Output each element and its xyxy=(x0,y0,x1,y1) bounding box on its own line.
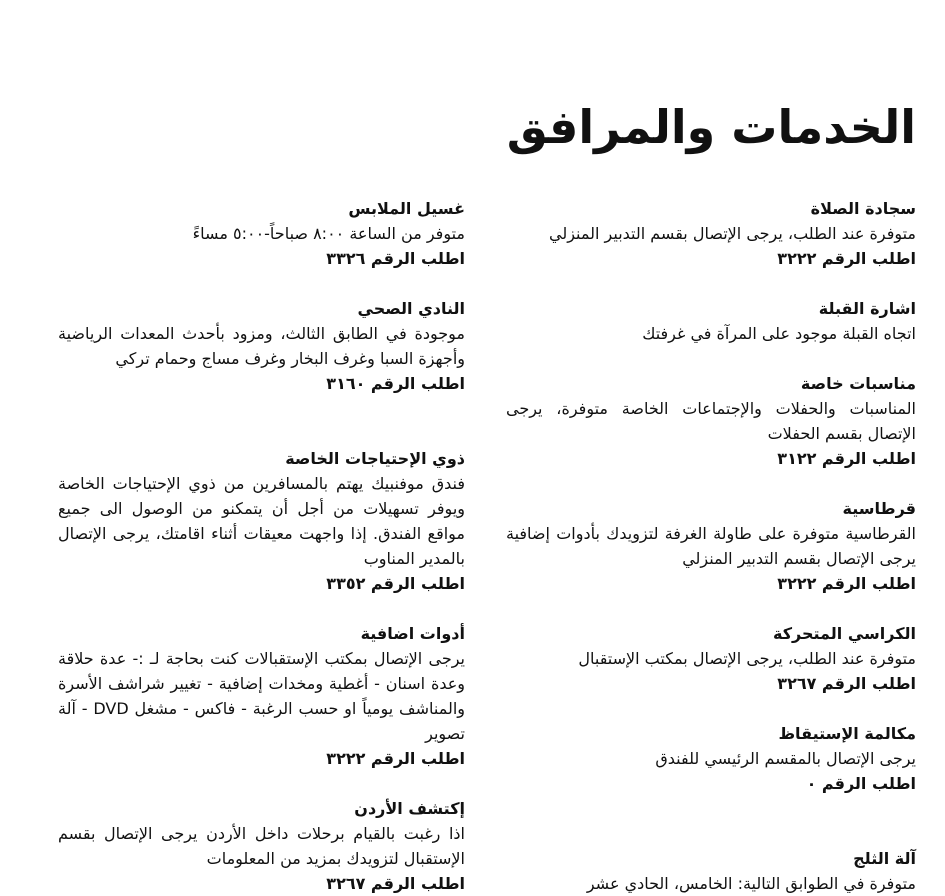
service-phone: اطلب الرقم ٣١٢٢ xyxy=(777,449,916,468)
service-title: اشارة القبلة xyxy=(818,299,916,318)
service-title: الكراسي المتحركة xyxy=(773,624,916,643)
service-title: آلة الثلج xyxy=(853,849,916,868)
service-description: اذا رغبت بالقيام برحلات داخل الأردن يرجى الإتصال بقسم الإستقبال لتزويدك بمزيد من المعلومات xyxy=(58,824,465,868)
service-extra-amenities xyxy=(58,621,465,771)
service-description: يرجى الإتصال بالمقسم الرئيسي للفندق xyxy=(655,749,916,768)
service-description: متوفرة في الطوابق التالية: الخامس، الحادي عشر xyxy=(586,874,916,893)
service-description: المناسبات والحفلات والإجتماعات الخاصة متوفرة، يرجى الإتصال بقسم الحفلات xyxy=(506,399,916,443)
service-phone: اطلب الرقم ٣٢٢٢ xyxy=(777,574,916,593)
service-title: مكالمة الإستيقاظ xyxy=(778,724,916,743)
service-description: يرجى الإتصال بمكتب الإستقبالات كنت بحاجة لـ :- عدة حلاقة وعدة اسنان - أغطية ومخدات إضافية - تغيير شراشف الأسرة والمناشف يومياً او حسب الرغبة - فاكس - مشغل DVD - آلة تصوير xyxy=(58,649,466,743)
page-title: الخدمات والمرافق xyxy=(506,100,916,154)
service-phone: اطلب الرقم ٣٢٦٧ xyxy=(326,874,465,893)
service-title: قرطاسية xyxy=(842,499,916,518)
service-ice-machine xyxy=(506,846,916,896)
service-title: ذوي الإحتياجات الخاصة xyxy=(285,449,465,468)
service-phone: اطلب الرقم ٣٢٢٢ xyxy=(777,249,916,268)
service-title: غسيل الملابس xyxy=(348,199,465,218)
service-discover-jordan xyxy=(58,796,465,896)
service-special-events xyxy=(506,371,916,471)
service-description: اتجاه القبلة موجود على المرآة في غرفتك xyxy=(642,324,916,343)
service-qibla xyxy=(506,296,916,346)
service-title: سجادة الصلاة xyxy=(810,199,916,218)
service-title: أدوات اضافية xyxy=(360,624,465,643)
service-health-club xyxy=(58,296,465,396)
service-prayer-mat xyxy=(506,196,916,271)
service-stationery xyxy=(506,496,916,596)
service-phone: اطلب الرقم ٠ xyxy=(806,774,916,793)
service-title: مناسبات خاصة xyxy=(800,374,916,393)
service-description: موجودة في الطابق الثالث، ومزود بأحدث المعدات الرياضية وأجهزة السبا وغرف البخار وغرف مساج وحمام تركي xyxy=(58,324,465,368)
service-phone: اطلب الرقم ٣٣٢٦ xyxy=(326,249,465,268)
service-phone: اطلب الرقم ٣٢٢٢ xyxy=(326,749,465,768)
service-phone: اطلب الرقم ٣٢٦٧ xyxy=(777,674,916,693)
service-description: متوفر من الساعة ٨:٠٠ صباحاً-٥:٠٠ مساءً xyxy=(192,224,465,243)
service-description: القرطاسية متوفرة على طاولة الغرفة لتزويدك بأدوات إضافية يرجى الإتصال بقسم التدبير المنزلي xyxy=(506,524,916,568)
service-laundry xyxy=(58,196,465,271)
service-description: متوفرة عند الطلب، يرجى الإتصال بمكتب الإستقبال xyxy=(578,649,916,668)
service-wheelchairs xyxy=(506,621,916,696)
service-phone: اطلب الرقم ٣١٦٠ xyxy=(326,374,465,393)
service-description: متوفرة عند الطلب، يرجى الإتصال بقسم التدبير المنزلي xyxy=(549,224,916,243)
service-phone: اطلب الرقم ٣٣٥٢ xyxy=(326,574,465,593)
service-wake-up-call xyxy=(506,721,916,796)
service-description: فندق موفنبيك يهتم بالمسافرين من ذوي الإحتياجات الخاصة ويوفر تسهيلات من أجل أن يتمكنو من الوصول الى جميع مواقع الفندق. إذا واجهت معيقات أثناء اقامتك، يرجى الإتصال بالمدير المناوب xyxy=(58,474,465,568)
service-special-needs xyxy=(58,446,465,596)
service-title: إكتشف الأردن xyxy=(354,799,465,818)
service-title: النادي الصحي xyxy=(357,299,465,318)
